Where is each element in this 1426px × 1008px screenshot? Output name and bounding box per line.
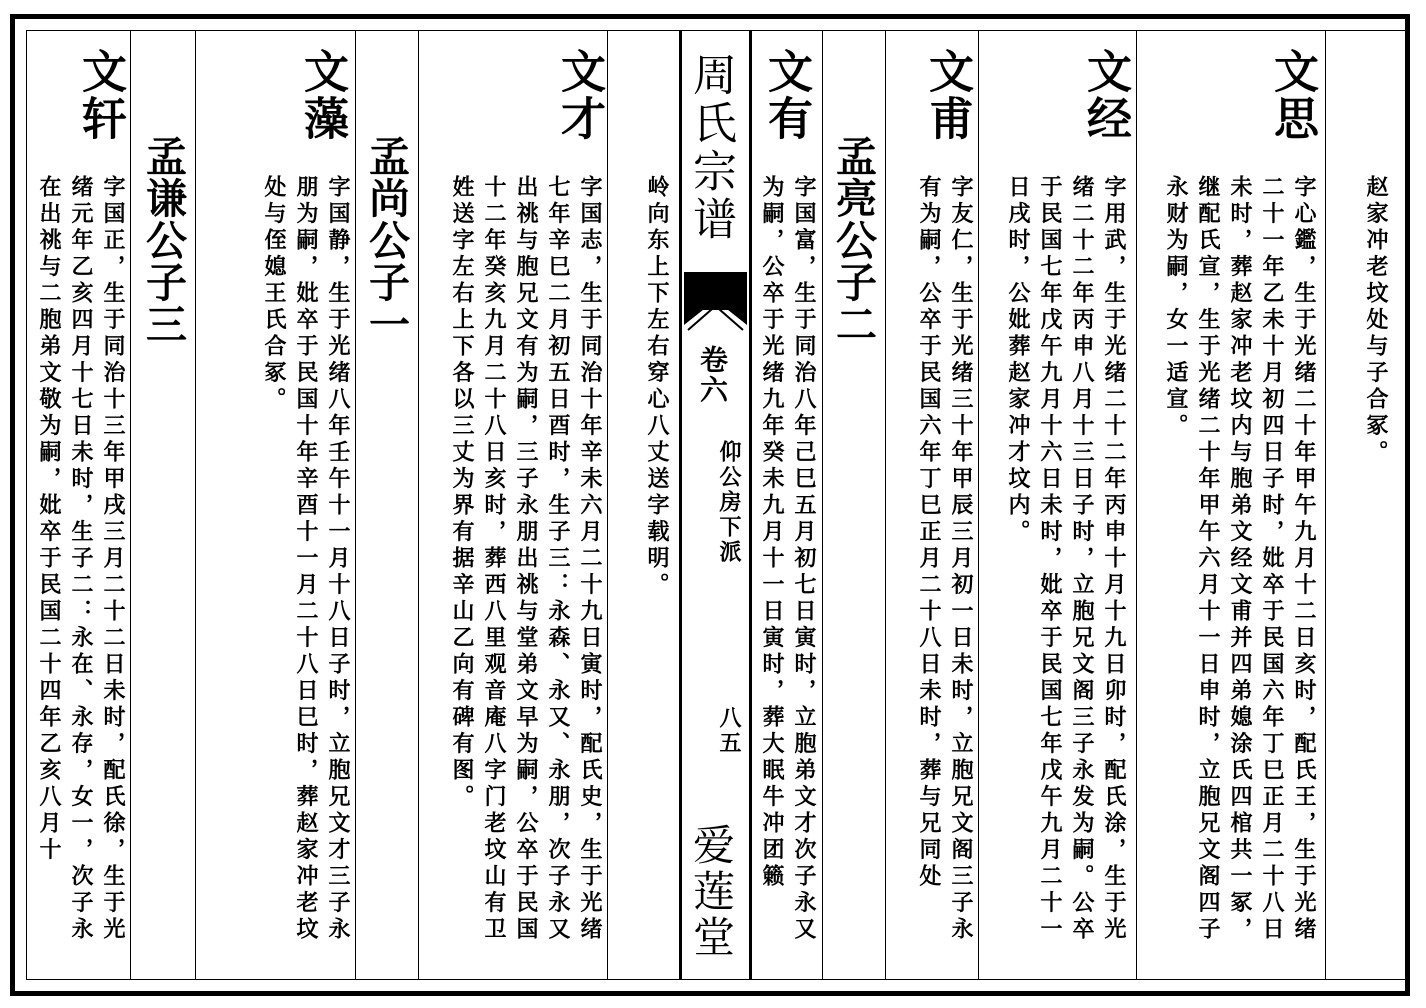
- center-border-right: [749, 30, 752, 980]
- entry-name-wenxuan: 文轩: [74, 48, 127, 142]
- fishtail-ornament: [684, 290, 747, 340]
- entry-name-wenyou: 文有: [760, 48, 813, 142]
- entry-name-wensi: 文思: [1266, 48, 1319, 142]
- volume-label: 卷六: [696, 345, 729, 405]
- entry-name-wenzao: 文藻: [296, 48, 349, 142]
- column-divider: [885, 30, 886, 980]
- entry-name-wenfu: 文甫: [921, 48, 974, 142]
- book-title: 周氏宗谱: [685, 52, 736, 244]
- entry-text-wenxuan: 字国正，生于同治十三年甲戌三月二十二日未时，配氏徐，生于光绪元年乙亥四月十七日未时，生子二：永在、永存，女一，次子永在出祧与二胞弟文敬为嗣，妣卒于民国二十四年乙亥八月十: [36, 175, 126, 944]
- entry-text-wencai: 字国志，生于同治十年辛未六月二十九日寅时，配氏史，生于光绪七年辛巳二月初五日酉时，生子三：永森、永又、永朋，次子永又出祧与胞兄文有为嗣，三子永朋出祧与堂弟文早为嗣，公卒于民国十二年癸亥九月二十八日亥时，葬西八里观音庵八字门老坟山有卫姓送字左右上下各以三丈为界有据辛山乙向有碑有图。: [449, 175, 603, 944]
- entry-text-wenzao: 字国静，生于光绪八年壬午十一月十八日子时，立胞兄文才三子永朋为嗣，妣卒于民国十年辛酉十一月二十八日巳时，葬赵家冲老坟处与侄媳王氏合冢。: [261, 175, 351, 944]
- hall-name: 爱莲堂: [687, 823, 736, 961]
- entry-name-wencai: 文才: [553, 48, 606, 142]
- column-divider: [978, 30, 979, 980]
- carry-over-note: 岭向东上下左右穿心八丈送字载明。: [644, 175, 670, 599]
- column-divider: [1325, 30, 1326, 980]
- entry-text-wenjing: 字用武，生于光绪二十二年丙申十月十九日卯时，配氏涂，生于光绪二十二年丙申八月十三日子时，立胞兄文阁三子永发为嗣。公卒于民国七年戊午九月十六日未时，妣卒于民国七年戊午九月二十一日戌时，公妣葬赵家冲才坟内。: [1005, 175, 1127, 944]
- column-divider: [607, 30, 608, 980]
- branch-label: 仰公房下派: [716, 440, 742, 565]
- subheading-mengqian: 孟谦公子三: [139, 135, 187, 345]
- column-divider: [1136, 30, 1137, 980]
- column-divider: [355, 30, 356, 980]
- column-divider: [195, 30, 196, 980]
- entry-text-wenfu: 字友仁，生于光绪三十年甲辰三月初一日未时，立胞兄文阁三子永有为嗣，公卒于民国六年丁巳正月二十八日未时，葬与兄同处: [916, 175, 974, 944]
- entry-text-wenyou: 字国富，生于同治八年己巳五月初七日寅时，立胞弟文才次子永又为嗣，公卒于光绪九年癸未九月十一日寅时，葬大眠牛冲团籁: [759, 175, 817, 944]
- intro-note: 赵家冲老坟处与子合冢。: [1363, 175, 1389, 467]
- entry-name-wenjing: 文经: [1079, 48, 1132, 142]
- column-divider: [822, 30, 823, 980]
- entry-text-wensi: 字心鑑，生于光绪二十年甲午九月十二日亥时，配氏王，生于光绪二十一年乙未十月初四日子时，妣卒于民国六年丁巳正月二十八日未时，葬赵家冲老坟内与胞弟文经文甫并四弟媳涂氏四棺共一冢，继配氏宣，生于光绪二十年甲午六月十一日申时，立胞兄文阁四子永财为嗣，女一适宣。: [1163, 175, 1317, 944]
- column-divider: [130, 30, 131, 980]
- subheading-mengshang: 孟尚公子一: [362, 135, 410, 345]
- page-number: 八五: [716, 706, 742, 756]
- subheading-mengliang: 孟亮公子二: [829, 135, 877, 345]
- column-divider: [418, 30, 419, 980]
- center-border-left: [679, 30, 682, 980]
